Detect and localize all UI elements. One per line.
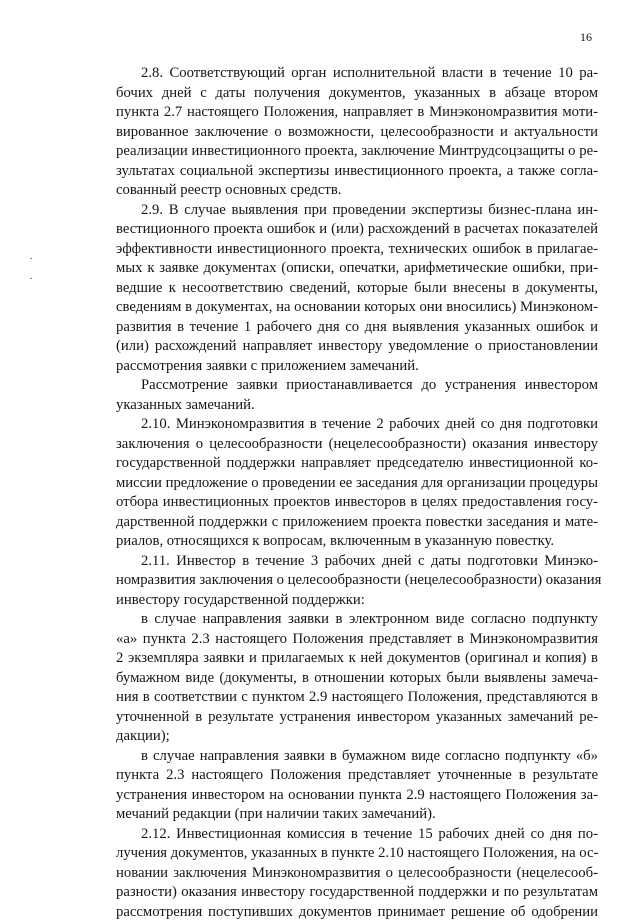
text-line: 2.12. Инвестиционная комиссия в течение 15 рабочих дней со дня по- [116,825,598,845]
text-line: рассмотрения заявки с приложением замечаний. [116,357,598,377]
text-line: уточненной в результате устранения инвестором указанных замечаний ре- [116,708,598,728]
text-line: 2 экземпляра заявки и прилагаемых к ней документов (оригинал и копия) в [116,649,598,669]
text-line: риалов, относящихся к вопросам, включенным в указанную повестку. [116,532,598,552]
scan-artifact [30,258,32,259]
text-line: Рассмотрение заявки приостанавливается до устранения инвестором [116,376,598,396]
document-body [116,64,598,922]
text-line: ведшие к несоответствию сведений, которые были внесены в документы, [116,279,598,299]
text-line: сведениям в документах, на основании которых они вносились) Минэконом- [116,298,598,318]
text-line: мечаний редакции (при наличии таких замечаний). [116,805,598,825]
text-line: заключения о целесообразности (нецелесообразности) оказания инвестору [116,435,598,455]
text-line: в случае направления заявки в электронном виде согласно подпункту [116,610,598,630]
text-line: указанных замечаний. [116,396,598,416]
text-line: вированное заключение о возможности, целесообразности и актуальности [116,123,598,143]
text-line: новании заключения Минэкономразвития о целесообразности (нецелесооб- [116,864,598,884]
text-line: государственной поддержки направляет председателю инвестиционной ко- [116,454,598,474]
text-line: разности) оказания инвестору государственной поддержки и по результатам [116,883,598,903]
text-line: бочих дней с даты получения документов, указанных в абзаце втором [116,84,598,104]
text-line: рассмотрения поступивших документов принимает решение об одобрении [116,903,598,922]
text-line: миссии предложение о проведении ее заседания для организации процедуры [116,474,598,494]
text-line: 2.10. Минэкономразвития в течение 2 рабочих дней со дня подготовки [116,415,598,435]
text-line: зультатах социальной экспертизы инвестиционного проекта, а также согла- [116,162,598,182]
text-line: 2.11. Инвестор в течение 3 рабочих дней с даты подготовки Минэко- [116,552,598,572]
text-line: реализации инвестиционного проекта, заключение Минтрудсоцзащиты о ре- [116,142,598,162]
text-line: «а» пункта 2.3 настоящего Положения представляет в Минэкономразвития [116,630,598,650]
text-line: пункта 2.3 настоящего Положения представляет уточненные в результате [116,766,598,786]
text-line: дарственной поддержки с приложением проекта повестки заседания и мате- [116,513,598,533]
text-line: отбора инвестиционных проектов инвесторов в целях предоставления госу- [116,493,598,513]
text-line: бумажном виде (документы, в отношении которых были выявлены замеча- [116,669,598,689]
text-line: вестиционного проекта ошибок и (или) расхождений в расчетах показателей [116,220,598,240]
text-line: инвестору государственной поддержки: [116,591,598,611]
text-line: 2.8. Соответствующий орган исполнительной власти в течение 10 ра- [116,64,598,84]
text-line: (или) расхождений направляет инвестору уведомление о приостановлении [116,337,598,357]
text-line: мых к заявке документах (описки, опечатки, арифметические ошибки, при- [116,259,598,279]
page-number: 16 [580,30,592,45]
text-line: 2.9. В случае выявления при проведении экспертизы бизнес-плана ин- [116,201,598,221]
text-line: в случае направления заявки в бумажном виде согласно подпункту «б» [116,747,598,767]
text-line: развития в течение 1 рабочего дня со дня выявления указанных ошибок и [116,318,598,338]
text-line: сованный реестр основных средств. [116,181,598,201]
text-line: пункта 2.7 настоящего Положения, направляет в Минэкономразвития моти- [116,103,598,123]
text-line: лучения документов, указанных в пункте 2.10 настоящего Положения, на ос- [116,844,598,864]
text-line: устранения инвестором на основании пункта 2.9 настоящего Положения за- [116,786,598,806]
scan-artifact [30,278,32,279]
text-line: эффективности инвестиционного проекта, технических ошибок в прилагае- [116,240,598,260]
text-line: ния в соответствии с пунктом 2.9 настоящего Положения, представляются в [116,688,598,708]
text-line: дакции); [116,727,598,747]
text-line: номразвития заключения о целесообразности (нецелесообразности) оказания [116,571,598,591]
